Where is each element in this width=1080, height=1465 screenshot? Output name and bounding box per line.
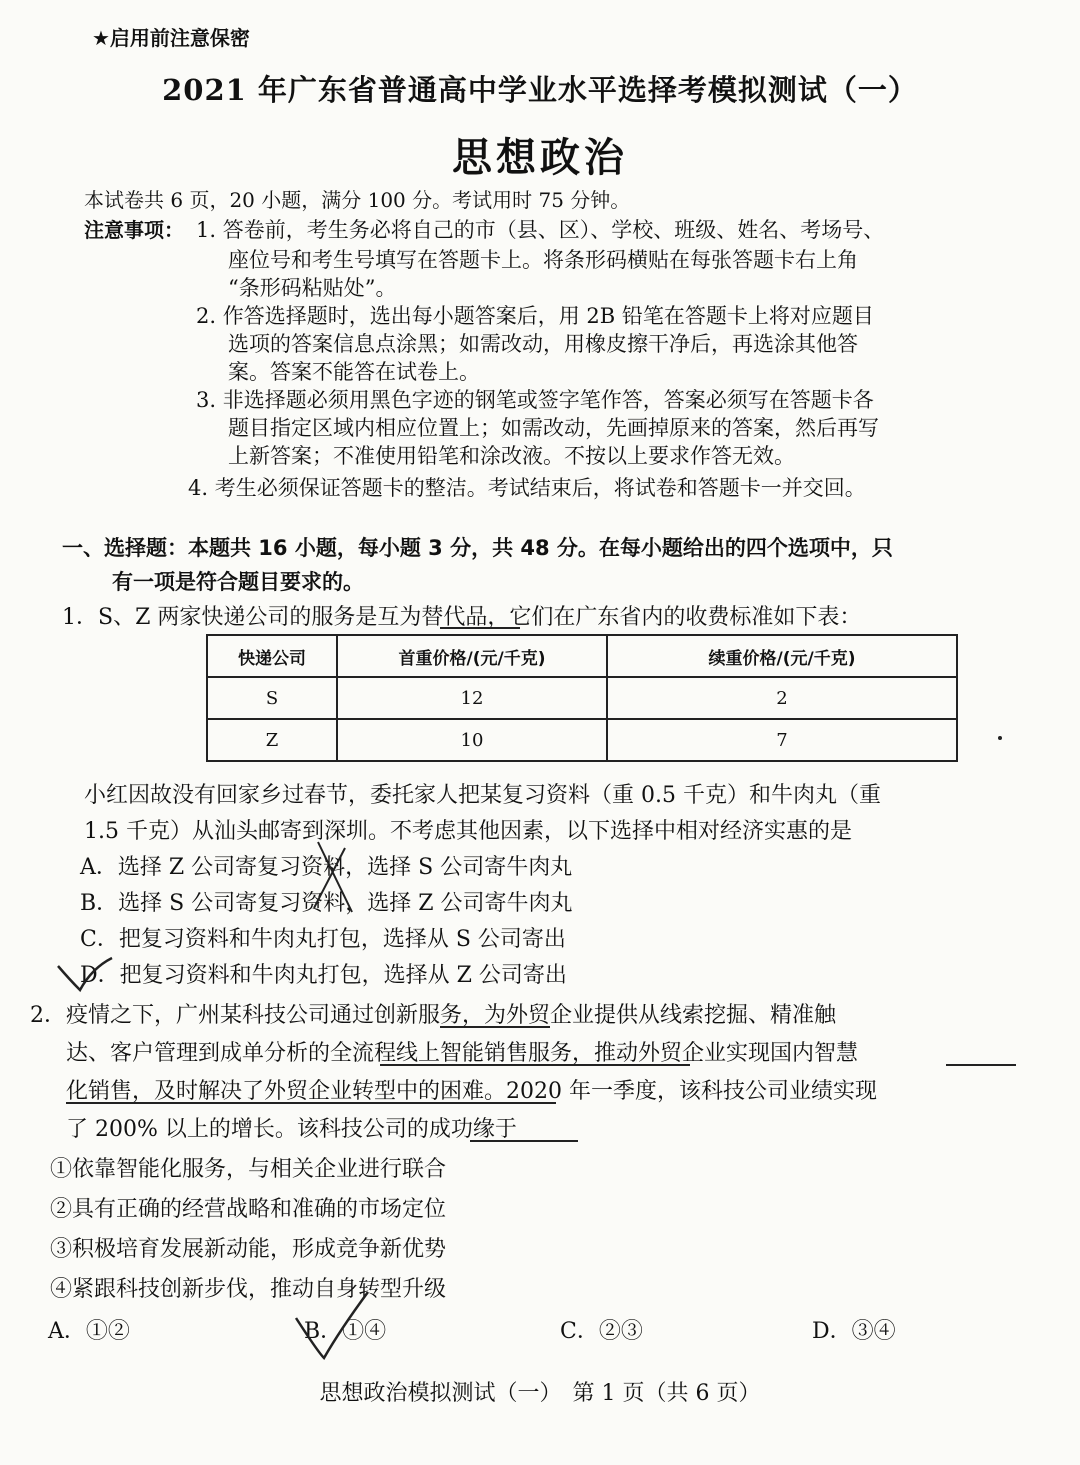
note-line: 案。答案不能答在试卷上。 — [228, 360, 480, 384]
table-cell: 10 — [337, 719, 607, 761]
question-1-option-c: C．把复习资料和牛肉丸打包，选择从 S 公司寄出 — [80, 927, 566, 952]
question-2-choice-b: B．①④ — [304, 1319, 387, 1344]
question-2-line: 化销售，及时解决了外贸企业转型中的困难。2020 年一季度，该科技公司业绩实现 — [66, 1079, 877, 1104]
note-line: “条形码粘贴处”。 — [228, 276, 397, 300]
table-cell: 12 — [337, 677, 607, 719]
question-1-body: 1.5 千克）从汕头邮寄到深圳。不考虑其他因素，以下选择中相对经济实惠的是 — [84, 819, 852, 844]
note-line: 2. 作答选择题时，选出每小题答案后，用 2B 铅笔在答题卡上将对应题目 — [196, 304, 874, 328]
notes-label: 注意事项： — [84, 218, 184, 242]
question-2-item: ②具有正确的经营战略和准确的市场定位 — [50, 1197, 447, 1222]
note-line: 座位号和考生号填写在答题卡上。将条形码横贴在每张答题卡右上角 — [228, 248, 858, 272]
question-2-choice-a: A．①② — [48, 1319, 130, 1344]
table-cell: 2 — [607, 677, 957, 719]
note-line: 题目指定区域内相应位置上；如需改动，先画掉原来的答案，然后再写 — [228, 416, 879, 440]
exam-title: 2021 年广东省普通高中学业水平选择考模拟测试（一） — [162, 73, 918, 107]
question-1-option-b: B．选择 S 公司寄复习资料，选择 Z 公司寄牛肉丸 — [80, 891, 573, 916]
table-cell: 7 — [607, 719, 957, 761]
confidential-label: ★启用前注意保密 — [92, 26, 250, 50]
section-heading: 一、选择题：本题共 16 小题，每小题 3 分，共 48 分。在每小题给出的四个选项中，只 — [62, 536, 893, 560]
table-header: 续重价格/(元/千克) — [607, 635, 957, 677]
question-2-line: 2．疫情之下，广州某科技公司通过创新服务，为外贸企业提供从线索挖掘、精准触 — [30, 1003, 836, 1028]
note-line: 选项的答案信息点涂黑；如需改动，用橡皮擦干净后，再选涂其他答 — [228, 332, 858, 356]
question-1-body: 小红因故没有回家乡过春节，委托家人把某复习资料（重 0.5 千克）和牛肉丸（重 — [84, 783, 881, 808]
table-cell: Z — [207, 719, 337, 761]
question-1-option-d: D．把复习资料和牛肉丸打包，选择从 Z 公司寄出 — [80, 963, 567, 988]
exam-info: 本试卷共 6 页，20 小题，满分 100 分。考试用时 75 分钟。 — [84, 188, 631, 212]
section-heading-cont: 有一项是符合题目要求的。 — [112, 570, 364, 594]
note-line: 上新答案；不准使用铅笔和涂改液。不按以上要求作答无效。 — [228, 444, 795, 468]
question-2-choice-d: D．③④ — [812, 1319, 896, 1344]
question-2-item: ①依靠智能化服务，与相关企业进行联合 — [50, 1157, 447, 1182]
page-footer: 思想政治模拟测试（一） 第 1 页（共 6 页） — [319, 1381, 761, 1406]
question-2-line: 达、客户管理到成单分析的全流程线上智能销售服务，推动外贸企业实现国内智慧 — [66, 1041, 859, 1066]
check-mark — [296, 1292, 368, 1358]
check-mark — [58, 958, 112, 990]
note-line: 3. 非选择题必须用黑色字迹的钢笔或签字笔作答，答案必须写在答题卡各 — [196, 388, 874, 412]
subject-title: 思想政治 — [452, 135, 628, 181]
question-2-choice-c: C．②③ — [560, 1319, 643, 1344]
pen-dot — [998, 736, 1002, 740]
table-header: 快递公司 — [207, 635, 337, 677]
note-line: 4. 考生必须保证答题卡的整洁。考试结束后，将试卷和答题卡一并交回。 — [188, 476, 866, 500]
table-header: 首重价格/(元/千克) — [337, 635, 607, 677]
table-cell: S — [207, 677, 337, 719]
question-1-stem: 1．S、Z 两家快递公司的服务是互为替代品，它们在广东省内的收费标准如下表： — [62, 605, 862, 630]
question-2-item: ④紧跟科技创新步伐，推动自身转型升级 — [50, 1277, 447, 1302]
cross-mark — [314, 842, 352, 912]
question-1-option-a: A．选择 Z 公司寄复习资料，选择 S 公司寄牛肉丸 — [80, 855, 573, 880]
note-line: 1. 答卷前，考生务必将自己的市（县、区）、学校、班级、姓名、考场号、 — [196, 218, 885, 242]
question-2-item: ③积极培育发展新动能，形成竞争新优势 — [50, 1237, 447, 1262]
question-2-line: 了 200% 以上的增长。该科技公司的成功缘于 — [66, 1117, 517, 1142]
